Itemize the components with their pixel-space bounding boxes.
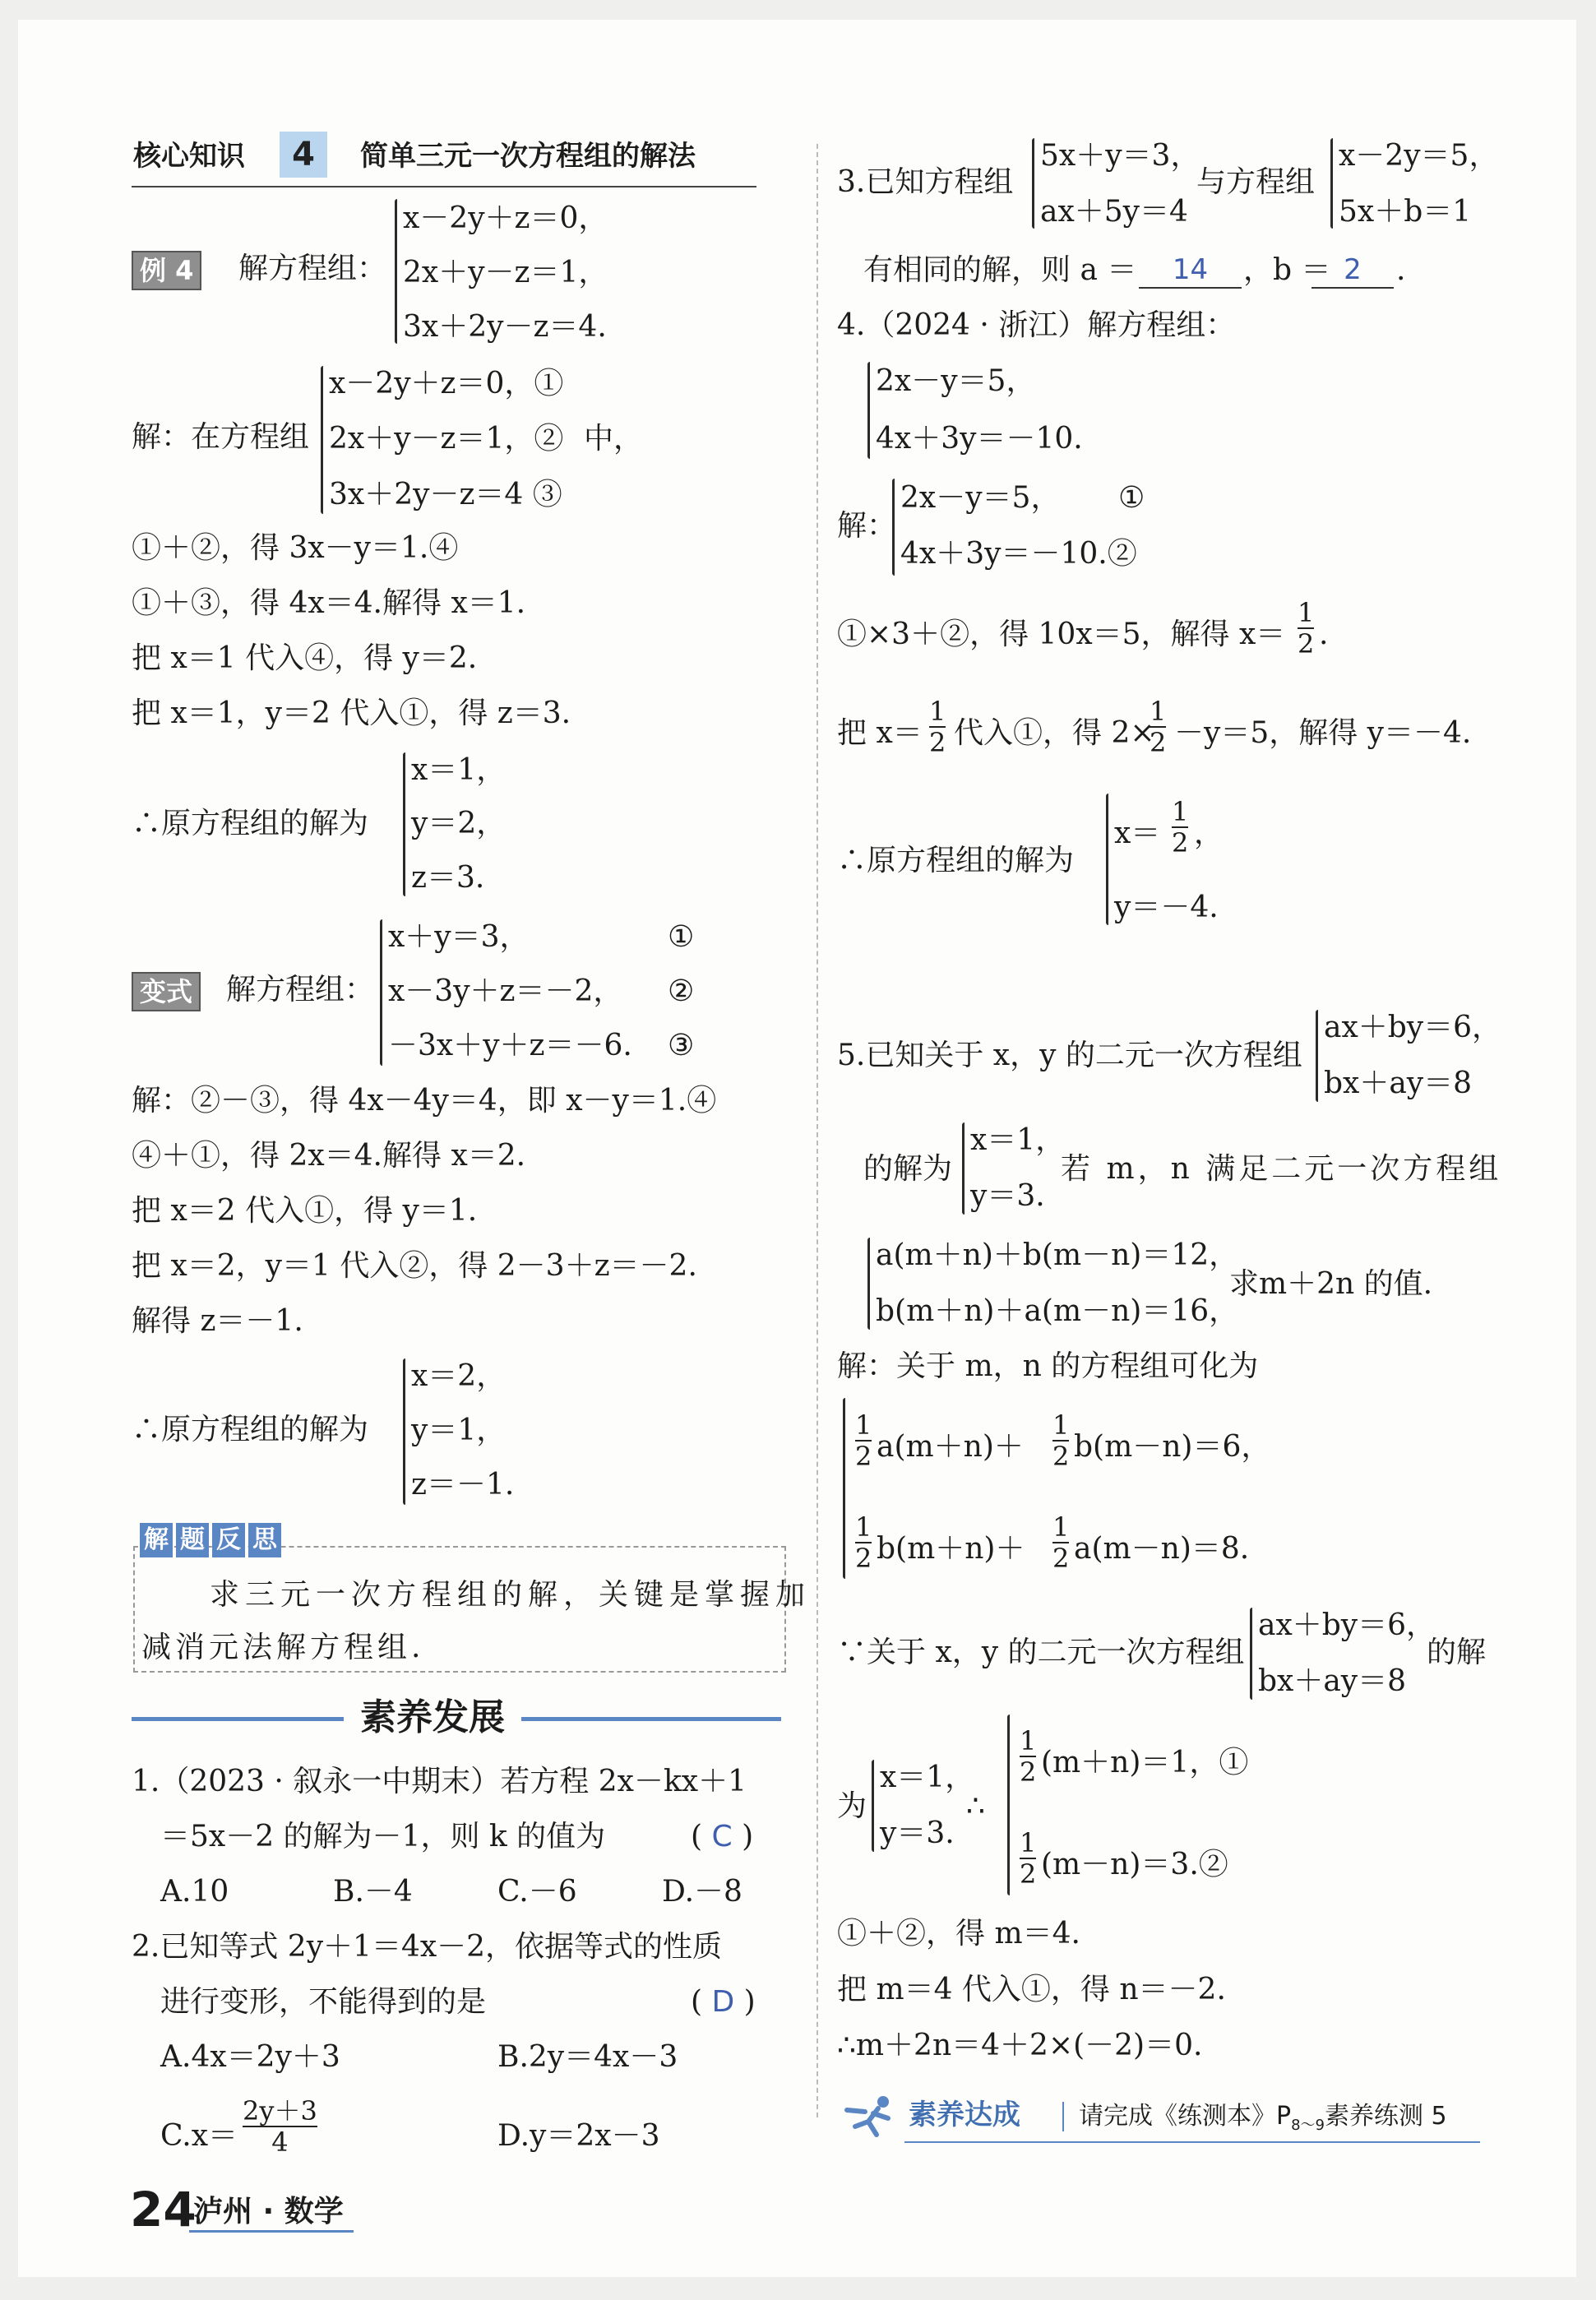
equation: ax＋by＝6，: [1324, 1011, 1502, 1044]
step: 解：关于 m，n 的方程组可化为: [837, 1349, 1259, 1383]
step: ①＋②，得 m＝4.: [837, 1917, 1080, 1951]
numerator: 1: [855, 1511, 872, 1543]
brace: [867, 1238, 870, 1330]
reflection-text: 求三元一次方程组的解，关键是掌握加: [210, 1578, 812, 1612]
page-number: 24: [130, 2182, 197, 2238]
denominator: 2: [1052, 1441, 1070, 1472]
equation: y＝3.: [970, 1179, 1045, 1213]
brace: [962, 1122, 965, 1215]
equation: (m＋n)＝1，①: [1041, 1746, 1249, 1779]
numerator: 1: [1150, 696, 1167, 727]
option: C.－6: [497, 1875, 577, 1909]
equation: x－2y＋z＝0，: [403, 201, 608, 235]
equation: x＝1，: [970, 1123, 1066, 1157]
equation: x－3y＋z＝－2，: [388, 974, 623, 1008]
comma: ，: [1194, 817, 1224, 850]
step: 把 x＝1 代入④，得 y＝2.: [132, 641, 478, 675]
brace: [1007, 1715, 1010, 1895]
section-title: 素养发展: [344, 1696, 521, 1740]
question-5: 求m＋2n 的值.: [1229, 1267, 1433, 1301]
period: .: [1319, 618, 1329, 651]
answer-bracket: ( C ): [691, 1820, 754, 1853]
equation: a(m＋n)＋: [877, 1430, 1024, 1464]
footer-rule: [904, 2141, 1480, 2143]
equation: 2x－y＝5，: [900, 481, 1061, 515]
step: 代入①，得 2×: [954, 716, 1155, 750]
option: A.10: [160, 1875, 229, 1909]
fraction: [1020, 1727, 1036, 1786]
fraction: [243, 2097, 317, 2156]
answer-b: 2: [1311, 252, 1394, 289]
equation: －3x＋y＋z＝－6.: [388, 1029, 632, 1062]
brace: [867, 362, 870, 459]
denominator: 2: [1052, 1543, 1070, 1574]
question-1: ＝5x－2 的解为－1，则 k 的值为: [160, 1820, 606, 1853]
mark: ②: [668, 974, 695, 1008]
equation: ax＋by＝6，: [1258, 1608, 1436, 1642]
numerator: 1: [1052, 1409, 1070, 1441]
equation: 2x－y＝5，: [876, 364, 1036, 398]
brace: [395, 199, 397, 344]
step: 解得 z＝－1.: [132, 1304, 303, 1338]
reflection-text: 减消元法解方程组.: [141, 1631, 425, 1664]
question-3: ，b ＝: [1243, 253, 1331, 287]
footer-text-main: 请完成《练测本》P: [1079, 2102, 1292, 2131]
badge-char: 题: [176, 1523, 209, 1557]
brace: [1106, 794, 1108, 925]
question-3: 有相同的解，则 a ＝: [863, 253, 1137, 287]
question-5: 若 m，n 满足二元一次方程组: [1061, 1152, 1502, 1186]
step: ①＋②，得 3x－y＝1.④: [132, 531, 459, 565]
result: y＝－4.: [1114, 891, 1219, 924]
fraction: [1150, 697, 1166, 757]
header-number: 4: [280, 132, 327, 178]
step: 的解: [1427, 1636, 1487, 1669]
equation: ax＋5y＝4: [1040, 195, 1188, 229]
fraction: [855, 1411, 872, 1470]
equation: x＝1，: [880, 1761, 975, 1794]
step: 解：②－③，得 4x－4y＝4，即 x－y＝1.④: [132, 1084, 717, 1118]
fraction: [1052, 1411, 1069, 1470]
numerator: 2y＋3: [243, 2095, 317, 2126]
numerator: 1: [1298, 597, 1315, 628]
column-divider: [817, 144, 818, 2117]
result-label: ∴原方程组的解为: [132, 1413, 369, 1446]
badge-char: 解: [140, 1523, 173, 1557]
brace: [1250, 1608, 1252, 1700]
brace: [872, 1760, 874, 1852]
therefore: ∴: [966, 1789, 985, 1823]
brace: [321, 366, 323, 514]
solution-label: 解：: [837, 509, 897, 543]
equation: 5x＋b＝1: [1339, 195, 1472, 229]
equation: x＋y＝3，: [388, 920, 530, 954]
step: －y＝5，解得 y＝－4.: [1174, 716, 1472, 750]
question-3: 与方程组: [1196, 165, 1316, 199]
mark: ①: [1118, 481, 1145, 515]
option: C.x＝: [160, 2119, 238, 2153]
denominator: 2: [929, 727, 946, 758]
step: 把 m＝4 代入①，得 n＝－2.: [837, 1973, 1226, 2006]
result: z＝－1.: [411, 1468, 515, 1502]
step: 把 x＝2，y＝1 代入②，得 2－3＋z＝－2.: [132, 1249, 697, 1283]
brace: [1032, 138, 1034, 229]
step: ∴m＋2n＝4＋2×(－2)＝0.: [837, 2029, 1203, 2062]
result: y＝2，: [411, 807, 507, 840]
denominator: 2: [1298, 628, 1315, 659]
equation: 5x＋y＝3，: [1040, 139, 1200, 173]
equation: 2x＋y－z＝1，: [403, 256, 608, 289]
question-3: .: [1396, 253, 1406, 287]
equation: 2x＋y－z＝1，②: [329, 422, 564, 456]
mark: ③: [668, 1029, 695, 1062]
denominator: 2: [1172, 827, 1189, 858]
example-prompt: 解方程组：: [238, 252, 387, 285]
step: ∵关于 x，y 的二元一次方程组: [837, 1636, 1245, 1669]
question-5: 的解为: [863, 1152, 953, 1186]
header-title: 简单三元一次方程组的解法: [360, 140, 696, 173]
mark: ①: [668, 920, 695, 954]
equation: b(m＋n)＋: [877, 1532, 1025, 1566]
result: x＝: [1114, 817, 1161, 850]
numerator: 1: [1172, 796, 1189, 827]
result-label: ∴原方程组的解为: [132, 807, 369, 840]
book-title: 泸州 · 数学: [193, 2195, 344, 2228]
step: 把 x＝2 代入①，得 y＝1.: [132, 1194, 478, 1228]
answer-bracket: ( D ): [691, 1985, 756, 2019]
brace: [403, 1358, 405, 1505]
solution-prefix: 解：在方程组: [132, 420, 310, 454]
denominator: 2: [855, 1543, 872, 1574]
footer-text-end: 素养练测 5: [1325, 2102, 1447, 2131]
fraction: [1298, 599, 1314, 658]
equation: a(m＋n)＋b(m－n)＝12，: [876, 1238, 1239, 1272]
step: 把 x＝1，y＝2 代入①，得 z＝3.: [132, 696, 571, 730]
equation: 4x＋3y＝－10.②: [900, 537, 1137, 571]
badge-char: 思: [248, 1523, 281, 1557]
option: D.y＝2x－3: [497, 2119, 660, 2153]
answer-1: C: [711, 1820, 733, 1853]
step: 为: [837, 1789, 867, 1823]
badge-char: 反: [212, 1523, 245, 1557]
footer-sub: 8～9: [1291, 2117, 1325, 2134]
result: x＝2，: [411, 1359, 507, 1393]
header-label: 核心知识: [133, 140, 245, 173]
brace: [843, 1398, 845, 1579]
equation: y＝3.: [880, 1816, 955, 1850]
runner-icon: [840, 2094, 903, 2140]
equation: x－2y＋z＝0，①: [329, 367, 564, 400]
option: A.4x＝2y＋3: [160, 2040, 340, 2074]
solution-suffix: 中，: [584, 422, 644, 456]
result: x＝1，: [411, 753, 507, 787]
fraction: [1052, 1513, 1069, 1572]
step: 把 x＝: [837, 716, 923, 750]
variant-prompt: 解方程组：: [226, 973, 375, 1007]
fraction: [1172, 798, 1188, 857]
denominator: 2: [1150, 727, 1167, 758]
brace: [892, 479, 895, 576]
result: z＝3.: [411, 861, 485, 895]
equation: bx＋ay＝8: [1324, 1067, 1473, 1100]
numerator: 1: [1020, 1725, 1037, 1756]
variant-tag: 变式: [132, 972, 201, 1011]
equation: 3x＋2y－z＝4.: [403, 310, 607, 344]
header-rule: [132, 186, 756, 187]
option: D.－8: [662, 1875, 742, 1909]
numerator: 1: [1020, 1827, 1037, 1858]
equation: 3x＋2y－z＝4 ③: [329, 478, 562, 511]
step: ①×3＋②，得 10x＝5，解得 x＝: [837, 618, 1286, 651]
equation: b(m－n)＝6，: [1074, 1430, 1271, 1464]
brace: [403, 752, 405, 896]
fraction: [855, 1513, 872, 1572]
result: y＝1，: [411, 1414, 507, 1447]
result-label: ∴原方程组的解为: [837, 844, 1075, 877]
option: B.2y＝4x－3: [497, 2040, 678, 2074]
question-2: 2.已知等式 2y＋1＝4x－2，依据等式的性质: [132, 1930, 723, 1964]
step: ④＋①，得 2x＝4.解得 x＝2.: [132, 1139, 526, 1173]
brace: [1316, 1010, 1318, 1102]
equation: x－2y＝5，: [1339, 139, 1499, 173]
brace: [380, 919, 382, 1066]
question-3: 3.已知方程组: [837, 165, 1014, 199]
denominator: 2: [1020, 1858, 1037, 1890]
answer-a: 14: [1139, 252, 1242, 289]
equation: (m－n)＝3.②: [1041, 1848, 1228, 1881]
fraction: [929, 697, 946, 757]
footer-rule: [189, 2230, 354, 2233]
answer-2: D: [711, 1985, 735, 2019]
equation: b(m＋n)＋a(m－n)＝16，: [876, 1294, 1239, 1328]
denominator: 4: [271, 2126, 289, 2158]
brace: [1330, 138, 1333, 229]
reflection-badge: [140, 1523, 281, 1557]
footer-brand: 素养达成: [909, 2099, 1020, 2131]
question-2: 进行变形，不能得到的是: [160, 1985, 487, 2019]
denominator: 2: [855, 1441, 872, 1472]
option: B.－4: [333, 1875, 413, 1909]
equation: 4x＋3y＝－10.: [876, 422, 1083, 456]
question-1: 1.（2023 · 叙永一中期末）若方程 2x－kx＋1: [132, 1765, 747, 1798]
question-5: 5.已知关于 x，y 的二元一次方程组: [837, 1039, 1302, 1072]
numerator: 1: [1052, 1511, 1070, 1543]
denominator: 2: [1020, 1756, 1037, 1788]
numerator: 1: [929, 696, 946, 727]
numerator: 1: [855, 1409, 872, 1441]
example-tag: 例 4: [132, 251, 201, 290]
footer-text: [1079, 2099, 1447, 2144]
question-4: 4.（2024 · 浙江）解方程组：: [837, 308, 1236, 342]
equation: bx＋ay＝8: [1258, 1664, 1407, 1698]
fraction: [1020, 1829, 1036, 1888]
footer-separator: [1062, 2102, 1064, 2131]
step: ①＋③，得 4x＝4.解得 x＝1.: [132, 586, 526, 620]
equation: a(m－n)＝8.: [1074, 1532, 1250, 1566]
